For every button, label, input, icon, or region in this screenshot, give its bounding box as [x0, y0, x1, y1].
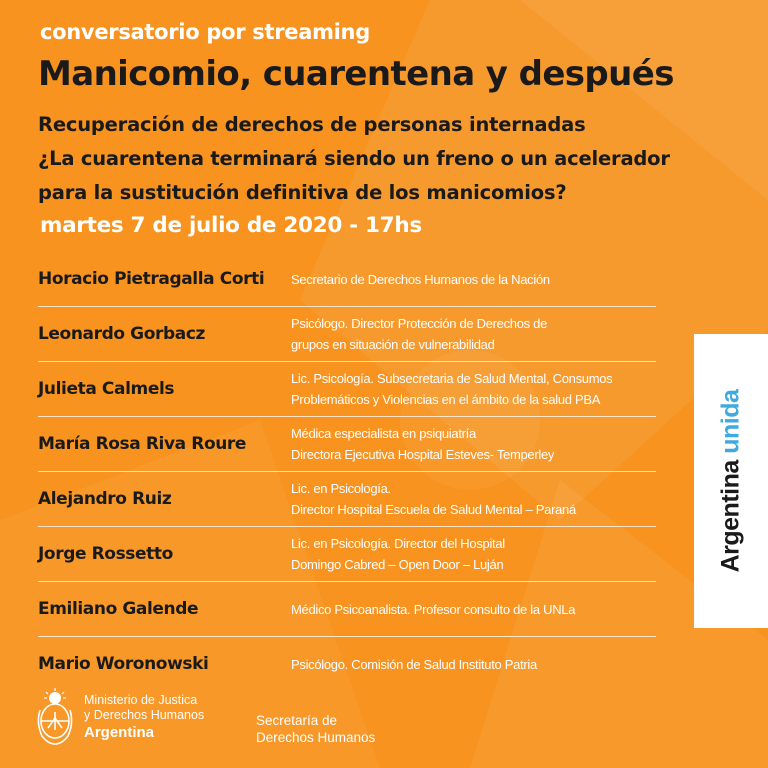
speaker-role — [291, 599, 575, 620]
speaker-name: Emiliano Galende — [38, 599, 199, 619]
speaker-list — [38, 252, 656, 691]
ministry-country: Argentina — [84, 723, 155, 741]
speaker-role — [291, 269, 550, 290]
speaker-role-line: Domingo Cabred – Open Door – Luján — [291, 557, 504, 572]
event-title: Manicomio, cuarentena y después — [38, 54, 674, 94]
argentina-unida-brand — [694, 334, 768, 628]
speaker-role-line: grupos en situación de vulnerabilidad — [291, 337, 495, 352]
speaker-row — [38, 637, 656, 691]
event-kicker: conversatorio por streaming — [40, 20, 370, 44]
ministry-line: y Derechos Humanos — [84, 707, 205, 722]
speaker-role-line: Secretario de Derechos Humanos de la Nación — [291, 271, 550, 287]
argentina-coat-of-arms-icon — [34, 688, 76, 746]
speaker-row — [38, 307, 656, 362]
speaker-row — [38, 527, 656, 582]
speaker-role-line: Médica especialista en psiquiatría — [291, 426, 476, 441]
brand-word-argentina: Argentina — [716, 460, 745, 573]
speaker-name: Jorge Rossetto — [38, 544, 173, 564]
secretaria-label — [256, 712, 375, 746]
speaker-row — [38, 472, 656, 527]
speaker-row — [38, 252, 656, 307]
event-date: martes 7 de julio de 2020 - 17hs — [40, 213, 422, 238]
speaker-name: Julieta Calmels — [38, 379, 175, 399]
ministry-name — [84, 693, 204, 742]
speaker-role-line: Directora Ejecutiva Hospital Esteves- Temperley — [291, 447, 555, 462]
speaker-role — [291, 654, 537, 675]
speaker-role-line: Psicólogo. Comisión de Salud Instituto Patria — [291, 656, 537, 672]
speaker-row — [38, 582, 656, 637]
speaker-role-line: Lic. en Psicología. — [291, 481, 391, 496]
speaker-row — [38, 417, 656, 472]
subtitle-line: Recuperación de derechos de personas internadas — [38, 113, 586, 136]
brand-word-unida: unida — [716, 389, 745, 454]
ministry-line: Ministerio de Justica — [84, 692, 198, 707]
speaker-role — [291, 533, 505, 575]
speaker-row — [38, 362, 656, 417]
speaker-role — [291, 313, 547, 355]
subtitle-line: para la sustitución definitiva de los manicomios? — [38, 181, 567, 204]
speaker-role-line: Psicólogo. Director Protección de Derechos de — [291, 316, 548, 331]
speaker-name: Horacio Pietragalla Corti — [38, 269, 265, 289]
subtitle-line: ¿La cuarentena terminará siendo un freno o un acelerador — [38, 147, 670, 170]
speaker-name: Alejandro Ruiz — [38, 489, 172, 509]
speaker-name: Leonardo Gorbacz — [38, 324, 205, 344]
secretaria-line: Derechos Humanos — [256, 730, 376, 745]
speaker-role-line: Lic. en Psicología. Director del Hospital — [291, 536, 505, 551]
event-subtitle — [38, 108, 718, 210]
ministry-logo — [34, 688, 204, 746]
speaker-role — [291, 423, 554, 465]
brand-text — [717, 390, 746, 573]
speaker-role-line: Lic. Psicología. Subsecretaria de Salud Mental, Consumos — [291, 371, 613, 386]
speaker-role — [291, 368, 612, 410]
speaker-name: María Rosa Riva Roure — [38, 434, 247, 454]
speaker-role-line: Director Hospital Escuela de Salud Mental – Paraná — [291, 502, 576, 517]
speaker-role-line: Problemáticos y Violencias en el ámbito de la salud PBA — [291, 392, 601, 407]
speaker-name: Mario Woronowski — [38, 654, 209, 674]
secretaria-line: Secretaría de — [256, 713, 338, 728]
speaker-role-line: Médico Psicoanalista. Profesor consulto de la UNLa — [291, 601, 576, 617]
speaker-role — [291, 478, 576, 520]
